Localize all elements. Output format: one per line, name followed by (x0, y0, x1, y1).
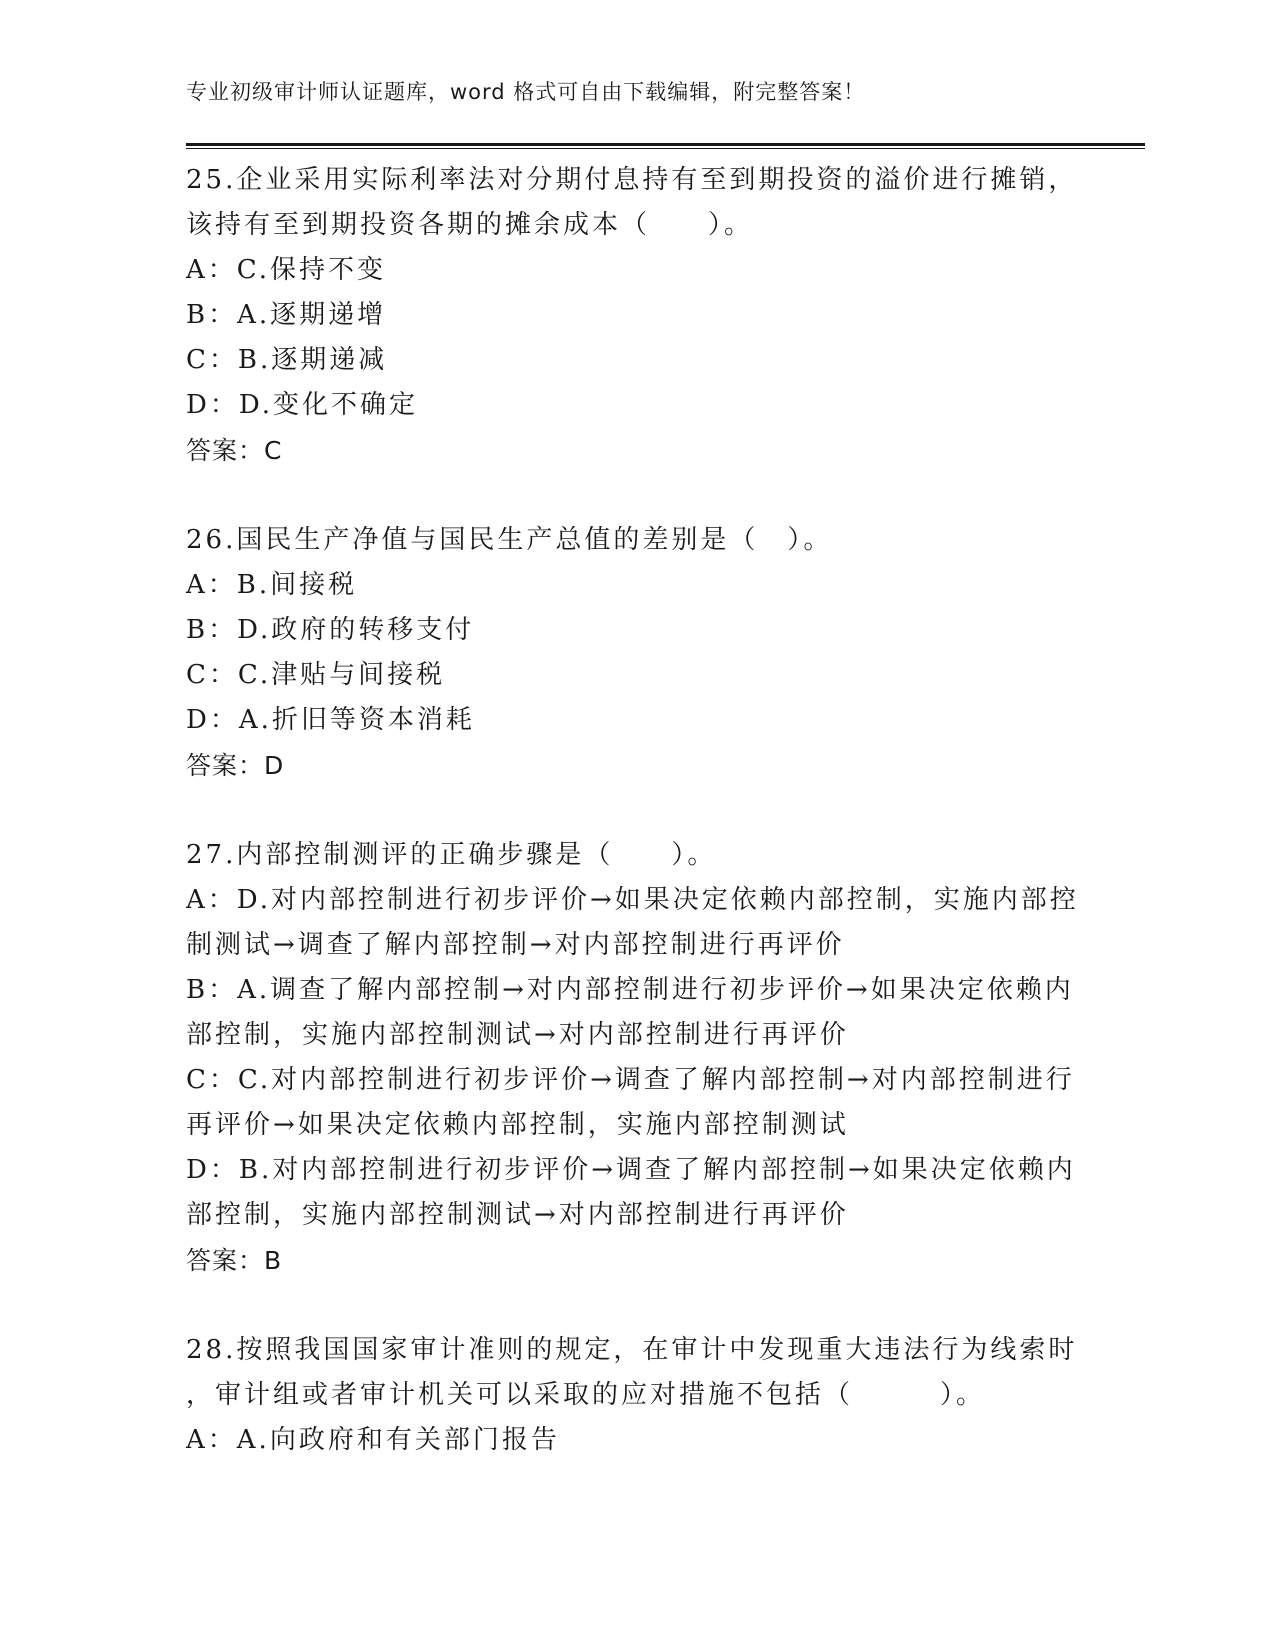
correct-answer: 答案：C (186, 436, 283, 465)
answer-option: 部控制，实施内部控制测试→对内部控制进行再评价 (186, 1020, 849, 1050)
question-stem: 28.按照我国国家审计准则的规定，在审计中发现重大违法行为线索时 (186, 1335, 1078, 1365)
answer-option: D：A.折旧等资本消耗 (186, 705, 475, 735)
answer-option: D：D.变化不确定 (186, 390, 419, 420)
question-stem: 该持有至到期投资各期的摊余成本（ ）。 (186, 210, 754, 240)
answer-option: C：B.逐期递减 (186, 345, 388, 375)
answer-option: A：D.对内部控制进行初步评价→如果决定依赖内部控制，实施内部控 (186, 885, 1079, 915)
question-block (186, 833, 1086, 1283)
answer-option: A：A.向政府和有关部门报告 (186, 1425, 560, 1455)
answer-option: 部控制，实施内部控制测试→对内部控制进行再评价 (186, 1200, 849, 1230)
correct-answer: 答案：D (186, 751, 285, 780)
header-divider-thin (186, 148, 1145, 149)
question-block (186, 158, 1086, 473)
question-stem: ，审计组或者审计机关可以采取的应对措施不包括（ ）。 (186, 1380, 986, 1410)
header-divider-thick (186, 143, 1145, 146)
answer-option: 再评价→如果决定依赖内部控制，实施内部控制测试 (186, 1110, 849, 1140)
question-list (186, 158, 1086, 1508)
question-block (186, 518, 1086, 788)
page-header: 专业初级审计师认证题库，word 格式可自由下载编辑，附完整答案！ (186, 80, 866, 104)
answer-option: A：C.保持不变 (186, 255, 387, 285)
question-block (186, 1328, 1086, 1463)
correct-answer: 答案：B (186, 1246, 283, 1275)
answer-option: B：D.政府的转移支付 (186, 615, 475, 645)
answer-option: C：C.对内部控制进行初步评价→调查了解内部控制→对内部控制进行 (186, 1065, 1075, 1095)
answer-option: D：B.对内部控制进行初步评价→调查了解内部控制→如果决定依赖内 (186, 1155, 1076, 1185)
header-divider (186, 143, 1145, 150)
question-stem: 27.内部控制测评的正确步骤是（ ）。 (186, 840, 717, 870)
question-stem: 25.企业采用实际利率法对分期付息持有至到期投资的溢价进行摊销， (186, 165, 1078, 195)
answer-option: B：A.逐期递增 (186, 300, 387, 330)
answer-option: C：C.津贴与间接税 (186, 660, 446, 690)
answer-option: A：B.间接税 (186, 570, 358, 600)
answer-option: 制测试→调查了解内部控制→对内部控制进行再评价 (186, 930, 845, 960)
answer-option: B：A.调查了解内部控制→对内部控制进行初步评价→如果决定依赖内 (186, 975, 1074, 1005)
question-stem: 26.国民生产净值与国民生产总值的差别是（ ）。 (186, 525, 833, 555)
